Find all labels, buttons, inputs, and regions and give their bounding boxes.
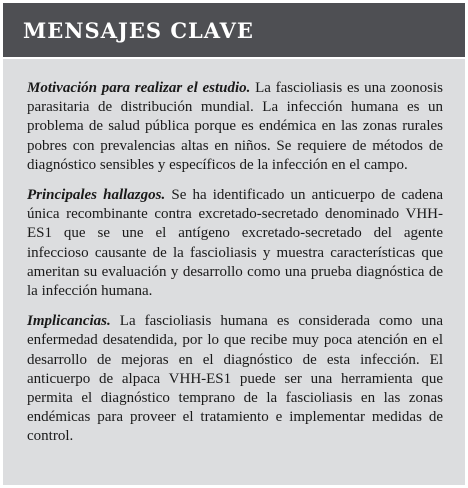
section-text: Se ha identificado un anticuerpo de cadena única recombinante contra excretado-secretado denominado VHH-ES1 que se une el antígeno excretado-secretado del agente infeccioso causante de la fascioliasis y muestra características que ameritan su evaluación y desarrollo como una prueba diagnóstica de la infección humana.: [27, 187, 443, 300]
section-heading: Motivación para realizar el estudio.: [27, 80, 251, 96]
section-text: La fascioliasis humana es considerada como una enfermedad desatendida, por lo que recibe muy poca atención en el desarrollo de mejoras en el diagnóstico de esta infección. El anticuerpo de alpaca VHH-ES1 puede ser una herramienta que permita el diagnóstico temprano de la fascioliasis en las zonas endémicas para proveer el tratamiento e implementar medidas de control.: [27, 313, 444, 445]
box-header: [3, 3, 465, 59]
section-findings: [27, 186, 443, 301]
section-text: La fascioliasis es una zoonosis parasitaria de distribución mundial. La infección humana es un problema de salud pública porque es endémica en las zonas rurales pobres con prevalencias altas en niños. Se requiere de métodos de diagnóstico sensibles y específicos de la infección en el campo.: [27, 80, 444, 173]
key-messages-box: [3, 3, 465, 485]
box-content: [3, 59, 465, 447]
box-title: MENSAJES CLAVE: [23, 17, 254, 43]
section-heading: Implicancias.: [27, 313, 111, 330]
section-heading: Principales hallazgos.: [27, 187, 166, 204]
section-implications: [27, 312, 443, 446]
section-motivation: [27, 79, 443, 175]
